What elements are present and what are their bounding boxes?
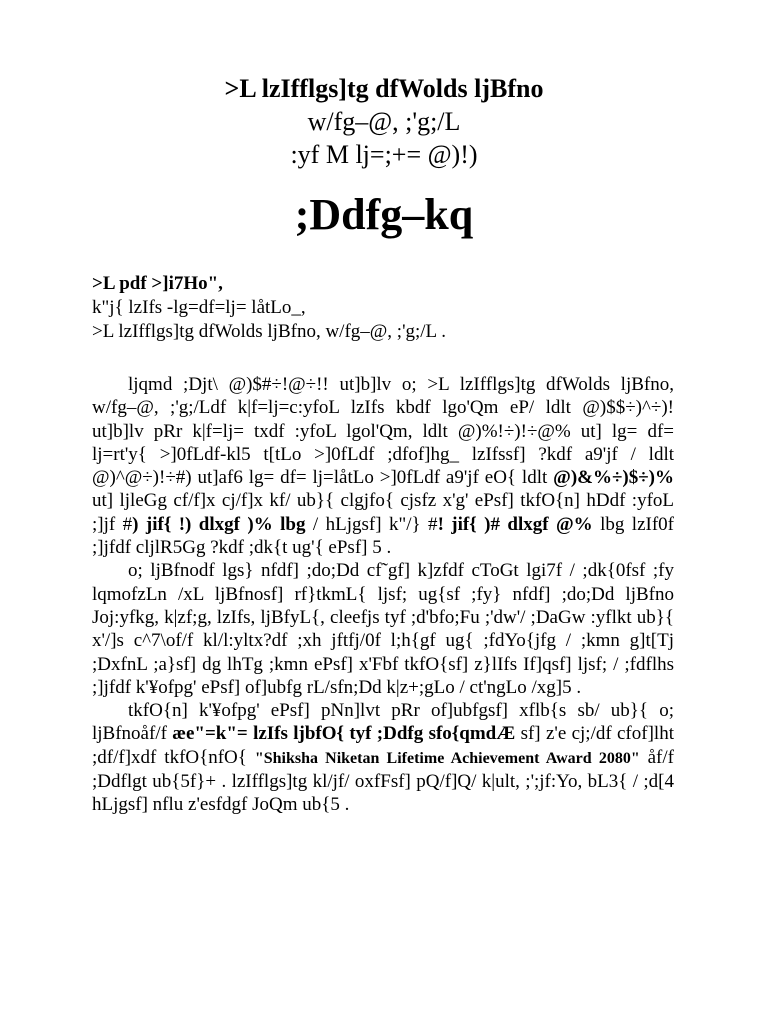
recipient-address (92, 272, 682, 344)
letterhead (0, 72, 768, 241)
recipient-school: >L lzIfflgs]tg dfWolds ljBfno, w/fg–@, ;'g;/L . (92, 321, 446, 342)
recipient-name: >L pdf >]i7Ho", (92, 273, 223, 294)
established-year: :yf M lj=;+= @)!) (290, 140, 478, 169)
recipient-designation: k"j{ lzIfs -lg=df=lj= låtLo_, (92, 297, 306, 318)
contribution-paragraph: o; ljBfnodf lgs} nfdf] ;do;Dd cf˜gf] k]zfdf cToGt lgi7f / ;dk{0fsf ;fy lqmofzLn /xL ljBfnosf] rf}tkmL{ ljsf; ug{sf ;fy} nfdf] ;do;Dd ljBfno Joj:yfkg, k|zf;g, lzIfs, ljBfyL{, cleefjs tyf ;d'bfo;Fu ;'dw'/ ;DaGw :yflkt ub}{ x'/]s c^7\of/f kl/l:yltx?df ;xh jftfj/0f l;h{gf ug{ ;fdYo{jfg / ;kmn g]t[Tj ;DxfnL ;a}sf] dg lhTg ;kmn ePsf] x'Fbf tkfO{sf] z}lIfs If]qsf] ljsf; / ;fdflhs ;]jfdf k'¥ofpg' ePsf] of]ubfg rL/sfn;Dd k|z+;gLo / ct'ngLo /xg]5 . (92, 560, 674, 698)
school-name: >L lzIfflgs]tg dfWolds ljBfno (224, 74, 544, 103)
document-title: ;Ddfg–kq (294, 190, 474, 239)
school-address: w/fg–@, ;'g;/L (307, 107, 461, 136)
certificate-body (92, 373, 674, 817)
award-paragraph: tkfO{n] k'¥ofpg' ePsf] pNn]lvt pRr of]ubfgsf] xflb{s sb/ ub}{ o; ljBfnoåf/f æe"=k"= lzIfs ljbfO{ tyf ;Ddfg sfo{qmdÆ sf] z'e cj;/df cfof]lht ;df/f]xdf tkfO{nfO{ "Shiksha Niketan Lifetime Achievement Award 2080" åf/f ;Ddflgt ub{5f}+ . lzIfflgs]tg kl/jf/ oxfFsf] pQ/f]Q/ k|ult, ;';jf:Yo, bL3{ / ;d[4 hLjgsf] nflu z'esfdgf JoQm ub{5 . (92, 700, 674, 816)
service-paragraph: ljqmd ;Djt\ @)$#÷!@÷!! ut]b]lv o; >L lzIfflgs]tg dfWolds ljBfno, w/fg–@, ;'g;/Ldf k|f=lj=c:yfoL lzIfs kbdf lgo'Qm eP/ ldlt @)$$÷)^÷)! ut]b]lv pRr k|f=lj= txdf :yfoL lgol'Qm, ldlt @)%!÷)!÷@% ut] lg= df= lj=rt'y{ >]0fLdf-kl5 t[tLo >]0fLdf ;dfof]hg_ lzIfssf] ?kdf a9'jf / ldlt @)^@÷)!÷#) ut]af6 lg= df= lj=låtLo >]0fLdf a9'jf eO{ ldlt @)&%÷)$÷)% ut] ljleGg cf/f]x cj/f]x kf/ ub}{ clgjfo{ cjsfz x'g' ePsf] tkfO{n] hDdf :yfoL ;]jf #) jif{ !) dlxgf )% lbg / hLjgsf] k"/} #! jif{ )# dlxgf @% lbg lzIf0f ;]jfdf cljlR5Gg ?kdf ;dk{t ug'{ ePsf] 5 . (92, 374, 674, 559)
